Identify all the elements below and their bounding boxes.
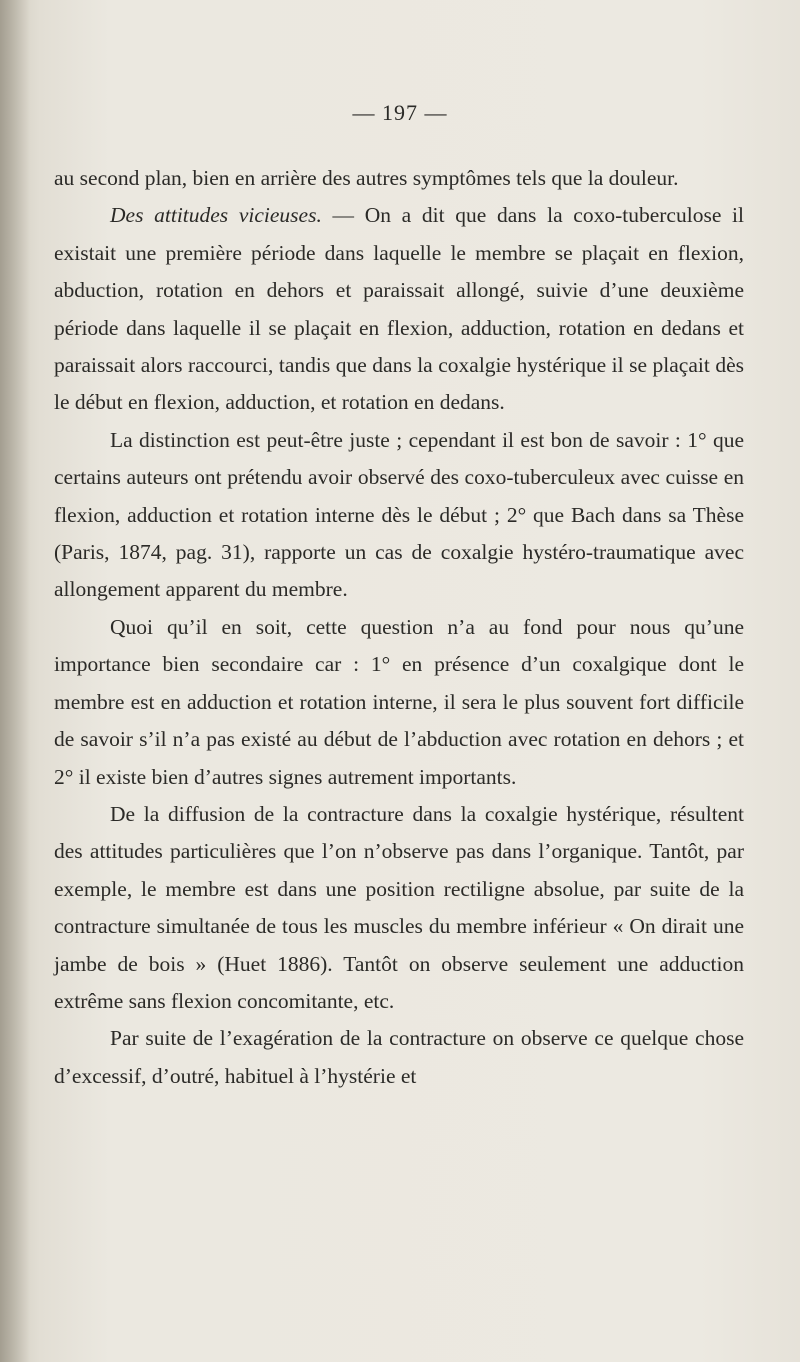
- paragraph-2-text: — On a dit que dans la coxo-tuberculose il existait une première période dans laquelle le membre se plaçait en flexion, abduction, rotation en dehors et paraissait allongé, suivie d’une deuxième période dans laquelle il se plaçait en flexion, adduction, rotation en dedans et paraissait alors raccourci, tandis que dans la coxalgie hystérique il se plaçait dès le début en flexion, adduction, et rotation en dedans.: [54, 203, 744, 415]
- page-body: [54, 160, 744, 1095]
- paragraph-4: [54, 609, 744, 796]
- paragraph-1: [54, 160, 744, 197]
- section-heading: Des attitudes vicieuses.: [110, 203, 322, 228]
- page-gutter-shadow: [0, 0, 30, 1362]
- paragraph-4-text: Quoi qu’il en soit, cette question n’a au fond pour nous qu’une importance bien secondaire car : 1° en présence d’un coxalgique dont le membre est en adduction et rotation interne, il sera le plus souvent fort difficile de savoir s’il n’a pas existé au début de l’abduction avec rotation en dehors ; et 2° il existe bien d’autres signes autrement importants.: [54, 614, 744, 789]
- paragraph-3-text: La distinction est peut-être juste ; cependant il est bon de savoir : 1° que certains auteurs ont prétendu avoir observé des coxo-tuberculeux avec cuisse en flexion, adduction et rotation interne dès le début ; 2° que Bach dans sa Thèse (Paris, 1874, pag. 31), rapporte un cas de coxalgie hystéro-traumatique avec allongement apparent du membre.: [54, 427, 744, 602]
- paragraph-1-text: au second plan, bien en arrière des autres symptômes tels que la douleur.: [54, 166, 679, 190]
- paragraph-2: [54, 197, 744, 421]
- paragraph-3: [54, 422, 744, 609]
- paragraph-6-text: Par suite de l’exagération de la contracture on observe ce quelque chose d’excessif, d’outré, habituel à l’hystérie et: [54, 1026, 744, 1088]
- page-number: — 197 —: [352, 100, 448, 125]
- paragraph-5-text: De la diffusion de la contracture dans la coxalgie hystérique, résultent des attitudes particulières que l’on n’observe pas dans l’organique. Tantôt, par exemple, le membre est dans une position rectiligne absolue, par suite de la contracture simultanée de tous les muscles du membre inférieur « On dirait une jambe de bois » (Huet 1886). Tantôt on observe seulement une adduction extrême sans flexion concomitante, etc.: [54, 801, 744, 1013]
- paragraph-5: [54, 796, 744, 1020]
- paragraph-6: [54, 1020, 744, 1095]
